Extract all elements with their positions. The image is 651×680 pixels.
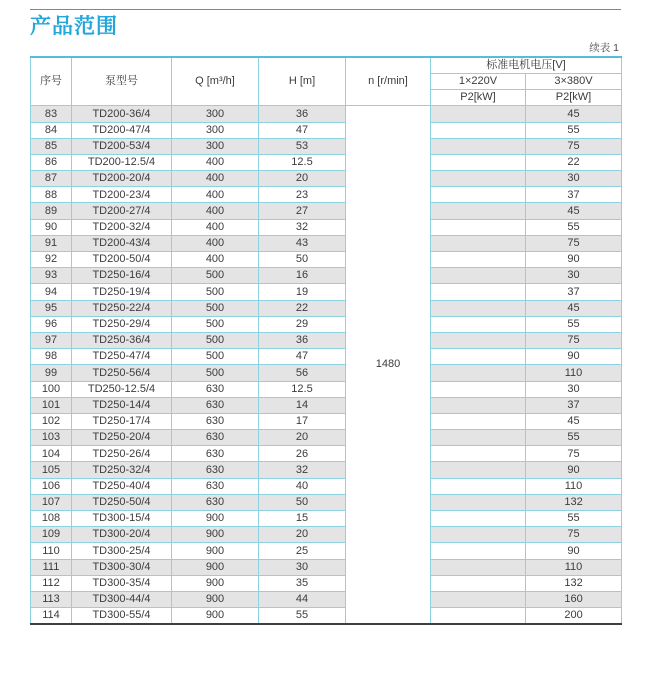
cell-h: 26	[259, 446, 346, 462]
cell-p2-380: 45	[526, 413, 622, 429]
cell-q: 500	[172, 349, 259, 365]
cell-serial: 112	[31, 575, 72, 591]
cell-p2-380: 55	[526, 511, 622, 527]
cell-q: 400	[172, 235, 259, 251]
cell-model: TD250-32/4	[72, 462, 172, 478]
cell-p2-220	[431, 122, 526, 138]
cell-p2-380: 37	[526, 284, 622, 300]
table-row	[31, 219, 622, 235]
cell-serial: 91	[31, 235, 72, 251]
cell-p2-380: 37	[526, 397, 622, 413]
cell-q: 900	[172, 591, 259, 607]
cell-h: 36	[259, 332, 346, 348]
table-row	[31, 494, 622, 510]
cell-model: TD200-47/4	[72, 122, 172, 138]
cell-p2-380: 55	[526, 316, 622, 332]
cell-h: 12.5	[259, 381, 346, 397]
continuation-note: 续表 1	[589, 42, 619, 55]
cell-h: 17	[259, 413, 346, 429]
cell-model: TD300-25/4	[72, 543, 172, 559]
cell-serial: 84	[31, 122, 72, 138]
cell-model: TD200-32/4	[72, 219, 172, 235]
cell-q: 500	[172, 316, 259, 332]
table-row	[31, 349, 622, 365]
cell-serial: 110	[31, 543, 72, 559]
table-row	[31, 381, 622, 397]
spec-table	[30, 56, 622, 625]
cell-p2-380: 45	[526, 203, 622, 219]
cell-p2-380: 90	[526, 462, 622, 478]
header-380v: 3×380V	[526, 73, 622, 89]
table-row	[31, 203, 622, 219]
table-row	[31, 187, 622, 203]
table-row	[31, 284, 622, 300]
cell-p2-220	[431, 252, 526, 268]
header-model: 泵型号	[72, 57, 172, 106]
cell-h: 40	[259, 478, 346, 494]
cell-q: 630	[172, 397, 259, 413]
cell-p2-220	[431, 430, 526, 446]
cell-p2-380: 30	[526, 171, 622, 187]
cell-q: 900	[172, 559, 259, 575]
cell-p2-220	[431, 300, 526, 316]
cell-model: TD300-35/4	[72, 575, 172, 591]
cell-model: TD250-16/4	[72, 268, 172, 284]
cell-p2-380: 22	[526, 154, 622, 170]
cell-h: 20	[259, 430, 346, 446]
cell-model: TD200-36/4	[72, 106, 172, 122]
cell-serial: 96	[31, 316, 72, 332]
cell-p2-380: 160	[526, 591, 622, 607]
cell-serial: 102	[31, 413, 72, 429]
cell-serial: 109	[31, 527, 72, 543]
cell-p2-220	[431, 575, 526, 591]
cell-p2-380: 45	[526, 300, 622, 316]
cell-p2-380: 37	[526, 187, 622, 203]
cell-p2-380: 55	[526, 430, 622, 446]
table-row	[31, 511, 622, 527]
cell-q: 400	[172, 187, 259, 203]
cell-h: 47	[259, 349, 346, 365]
cell-model: TD250-47/4	[72, 349, 172, 365]
table-row	[31, 316, 622, 332]
cell-model: TD200-20/4	[72, 171, 172, 187]
cell-q: 630	[172, 446, 259, 462]
cell-h: 53	[259, 138, 346, 154]
cell-p2-220	[431, 106, 526, 122]
cell-p2-380: 30	[526, 268, 622, 284]
cell-p2-220	[431, 478, 526, 494]
cell-p2-380: 200	[526, 608, 622, 624]
cell-serial: 113	[31, 591, 72, 607]
cell-p2-220	[431, 591, 526, 607]
table-row	[31, 252, 622, 268]
cell-p2-220	[431, 527, 526, 543]
cell-h: 35	[259, 575, 346, 591]
header-voltage-group: 标准电机电压[V]	[431, 57, 622, 73]
cell-h: 32	[259, 462, 346, 478]
cell-model: TD300-44/4	[72, 591, 172, 607]
cell-h: 14	[259, 397, 346, 413]
cell-model: TD250-56/4	[72, 365, 172, 381]
cell-p2-220	[431, 608, 526, 624]
cell-serial: 83	[31, 106, 72, 122]
table-row	[31, 138, 622, 154]
cell-h: 23	[259, 187, 346, 203]
table-row	[31, 608, 622, 624]
cell-p2-220	[431, 138, 526, 154]
cell-p2-380: 55	[526, 219, 622, 235]
cell-q: 630	[172, 413, 259, 429]
cell-serial: 88	[31, 187, 72, 203]
header-p2-220: P2[kW]	[431, 90, 526, 106]
cell-q: 900	[172, 608, 259, 624]
cell-q: 900	[172, 527, 259, 543]
cell-serial: 86	[31, 154, 72, 170]
cell-h: 20	[259, 171, 346, 187]
cell-q: 630	[172, 430, 259, 446]
cell-q: 900	[172, 511, 259, 527]
cell-model: TD250-29/4	[72, 316, 172, 332]
table-row	[31, 527, 622, 543]
cell-p2-220	[431, 268, 526, 284]
table-row	[31, 300, 622, 316]
cell-p2-220	[431, 203, 526, 219]
cell-q: 500	[172, 284, 259, 300]
cell-h: 55	[259, 608, 346, 624]
cell-serial: 98	[31, 349, 72, 365]
table-body	[31, 106, 622, 624]
cell-model: TD250-26/4	[72, 446, 172, 462]
cell-q: 630	[172, 494, 259, 510]
header-serial: 序号	[31, 57, 72, 106]
cell-p2-220	[431, 446, 526, 462]
cell-p2-380: 132	[526, 494, 622, 510]
cell-serial: 106	[31, 478, 72, 494]
cell-serial: 95	[31, 300, 72, 316]
table-row	[31, 235, 622, 251]
top-rule	[30, 9, 621, 10]
cell-serial: 89	[31, 203, 72, 219]
cell-p2-220	[431, 494, 526, 510]
cell-model: TD300-30/4	[72, 559, 172, 575]
cell-q: 630	[172, 462, 259, 478]
cell-p2-380: 132	[526, 575, 622, 591]
cell-p2-380: 90	[526, 349, 622, 365]
table-row	[31, 543, 622, 559]
cell-serial: 97	[31, 332, 72, 348]
cell-p2-220	[431, 397, 526, 413]
cell-q: 400	[172, 171, 259, 187]
table-row	[31, 171, 622, 187]
table-row	[31, 106, 622, 122]
table-row	[31, 397, 622, 413]
table-row	[31, 591, 622, 607]
cell-q: 500	[172, 268, 259, 284]
cell-model: TD250-40/4	[72, 478, 172, 494]
cell-p2-380: 45	[526, 106, 622, 122]
cell-h: 15	[259, 511, 346, 527]
header-q: Q [m³/h]	[172, 57, 259, 106]
cell-serial: 111	[31, 559, 72, 575]
cell-p2-220	[431, 154, 526, 170]
header-n: n [r/min]	[346, 57, 431, 106]
cell-h: 36	[259, 106, 346, 122]
cell-model: TD250-17/4	[72, 413, 172, 429]
cell-p2-220	[431, 349, 526, 365]
cell-p2-380: 90	[526, 543, 622, 559]
cell-p2-220	[431, 235, 526, 251]
cell-q: 630	[172, 381, 259, 397]
cell-model: TD200-12.5/4	[72, 154, 172, 170]
cell-h: 43	[259, 235, 346, 251]
cell-model: TD250-20/4	[72, 430, 172, 446]
cell-model: TD200-53/4	[72, 138, 172, 154]
table-row	[31, 478, 622, 494]
cell-h: 50	[259, 494, 346, 510]
cell-h: 56	[259, 365, 346, 381]
cell-q: 900	[172, 543, 259, 559]
cell-p2-220	[431, 316, 526, 332]
table-row	[31, 332, 622, 348]
cell-h: 44	[259, 591, 346, 607]
cell-h: 22	[259, 300, 346, 316]
cell-p2-380: 75	[526, 527, 622, 543]
cell-serial: 85	[31, 138, 72, 154]
cell-model: TD200-23/4	[72, 187, 172, 203]
table-row	[31, 268, 622, 284]
table-row	[31, 559, 622, 575]
cell-p2-220	[431, 413, 526, 429]
cell-p2-380: 110	[526, 365, 622, 381]
cell-model: TD200-43/4	[72, 235, 172, 251]
cell-p2-220	[431, 511, 526, 527]
table-row	[31, 430, 622, 446]
cell-p2-380: 75	[526, 446, 622, 462]
cell-n-speed: 1480	[346, 106, 431, 624]
cell-h: 25	[259, 543, 346, 559]
cell-p2-380: 110	[526, 478, 622, 494]
cell-h: 12.5	[259, 154, 346, 170]
header-p2-380: P2[kW]	[526, 90, 622, 106]
cell-serial: 104	[31, 446, 72, 462]
cell-p2-220	[431, 381, 526, 397]
cell-serial: 108	[31, 511, 72, 527]
page-title: 产品范围	[30, 15, 118, 38]
cell-model: TD250-14/4	[72, 397, 172, 413]
cell-serial: 90	[31, 219, 72, 235]
cell-serial: 99	[31, 365, 72, 381]
cell-model: TD250-50/4	[72, 494, 172, 510]
cell-h: 50	[259, 252, 346, 268]
cell-h: 30	[259, 559, 346, 575]
cell-q: 630	[172, 478, 259, 494]
cell-p2-220	[431, 219, 526, 235]
cell-h: 16	[259, 268, 346, 284]
cell-p2-380: 110	[526, 559, 622, 575]
cell-h: 20	[259, 527, 346, 543]
table-row	[31, 122, 622, 138]
cell-p2-220	[431, 462, 526, 478]
header-h: H [m]	[259, 57, 346, 106]
cell-model: TD250-36/4	[72, 332, 172, 348]
cell-model: TD250-19/4	[72, 284, 172, 300]
cell-q: 400	[172, 203, 259, 219]
cell-serial: 105	[31, 462, 72, 478]
cell-model: TD300-20/4	[72, 527, 172, 543]
cell-serial: 103	[31, 430, 72, 446]
cell-q: 500	[172, 300, 259, 316]
cell-h: 19	[259, 284, 346, 300]
header-220v: 1×220V	[431, 73, 526, 89]
table-row	[31, 446, 622, 462]
table-header	[31, 57, 622, 106]
cell-h: 27	[259, 203, 346, 219]
cell-serial: 92	[31, 252, 72, 268]
cell-h: 47	[259, 122, 346, 138]
cell-serial: 94	[31, 284, 72, 300]
cell-q: 400	[172, 252, 259, 268]
cell-q: 300	[172, 138, 259, 154]
cell-q: 400	[172, 154, 259, 170]
cell-serial: 93	[31, 268, 72, 284]
cell-serial: 100	[31, 381, 72, 397]
cell-p2-220	[431, 171, 526, 187]
cell-model: TD300-15/4	[72, 511, 172, 527]
table-row	[31, 154, 622, 170]
cell-h: 29	[259, 316, 346, 332]
cell-serial: 107	[31, 494, 72, 510]
cell-q: 500	[172, 332, 259, 348]
cell-p2-380: 90	[526, 252, 622, 268]
cell-p2-220	[431, 187, 526, 203]
cell-p2-380: 30	[526, 381, 622, 397]
table-row	[31, 462, 622, 478]
cell-p2-220	[431, 543, 526, 559]
cell-q: 400	[172, 219, 259, 235]
cell-serial: 101	[31, 397, 72, 413]
table-row	[31, 365, 622, 381]
table-row	[31, 575, 622, 591]
cell-p2-380: 75	[526, 138, 622, 154]
table-row	[31, 413, 622, 429]
cell-p2-380: 55	[526, 122, 622, 138]
cell-q: 900	[172, 575, 259, 591]
cell-p2-380: 75	[526, 235, 622, 251]
cell-q: 300	[172, 106, 259, 122]
cell-model: TD200-27/4	[72, 203, 172, 219]
cell-model: TD250-12.5/4	[72, 381, 172, 397]
cell-model: TD300-55/4	[72, 608, 172, 624]
cell-p2-220	[431, 332, 526, 348]
cell-p2-220	[431, 559, 526, 575]
cell-p2-220	[431, 365, 526, 381]
cell-model: TD200-50/4	[72, 252, 172, 268]
cell-serial: 114	[31, 608, 72, 624]
cell-model: TD250-22/4	[72, 300, 172, 316]
cell-p2-220	[431, 284, 526, 300]
cell-q: 300	[172, 122, 259, 138]
cell-p2-380: 75	[526, 332, 622, 348]
cell-serial: 87	[31, 171, 72, 187]
cell-h: 32	[259, 219, 346, 235]
cell-q: 500	[172, 365, 259, 381]
